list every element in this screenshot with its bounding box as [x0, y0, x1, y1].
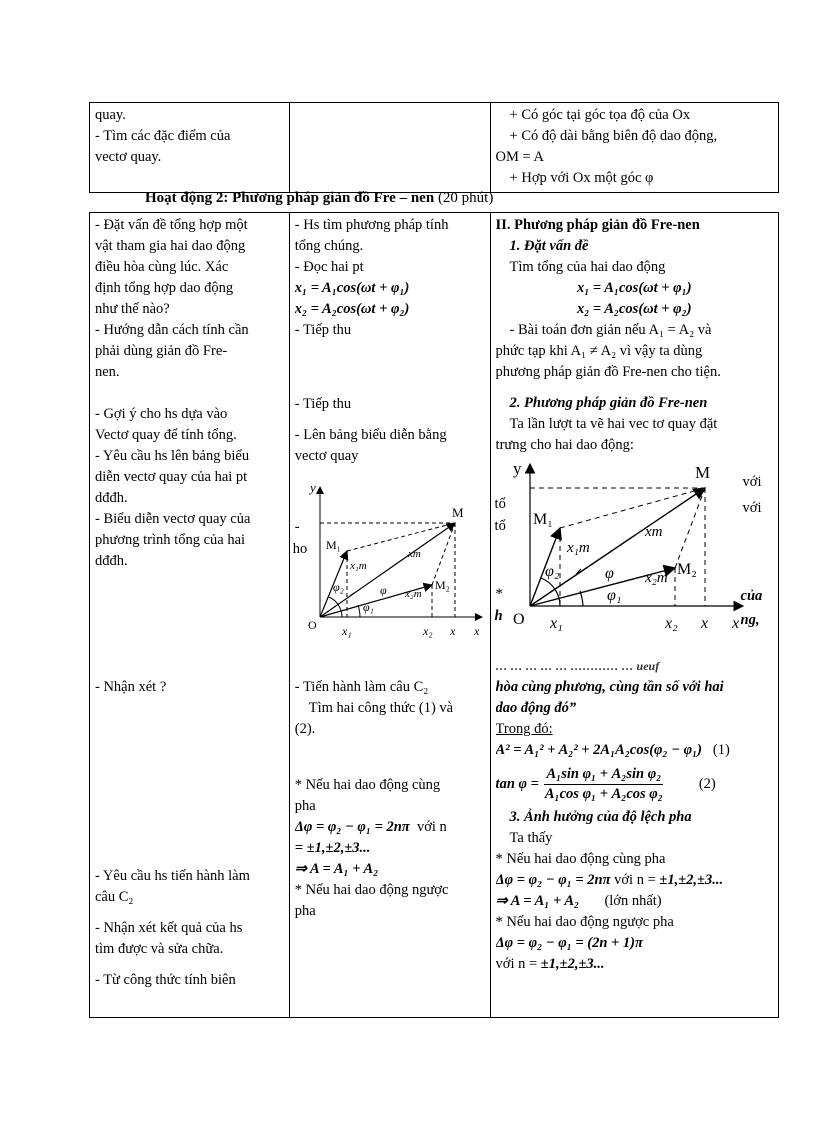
text-line: quay.: [95, 107, 126, 123]
student-column: [289, 213, 490, 1018]
content-column: [490, 213, 778, 1018]
diagram-label: φ₁: [606, 587, 621, 604]
math: A² = A₁² + A₂² + 2A₁A₂cos(φ₂ − φ₁): [495, 742, 702, 758]
fraction: [543, 765, 665, 804]
activity-title: Hoạt động 2: Phương pháp giản đồ Fre – nen: [145, 190, 435, 206]
quote-line: … … … … … ………… … ueuf: [495, 659, 660, 673]
diagram-label: M₁: [325, 538, 341, 552]
diagram-label: x₁m: [566, 540, 590, 556]
top-cell-content: [490, 103, 778, 193]
text-line: như thế nào?: [95, 301, 170, 317]
diagram-label: x: [449, 624, 456, 638]
student-p1: [295, 215, 485, 257]
section-title: II. Phương pháp giản đồ Fre-nen: [495, 217, 700, 233]
text-line: - Tìm các đặc điểm của: [95, 128, 231, 144]
text-line: vật tham gia hai dao động: [95, 238, 246, 254]
diagram-label: x₁: [549, 615, 563, 632]
diagram-label: φ: [379, 583, 387, 597]
activity-heading: [145, 190, 493, 207]
teacher-p6: - Nhận xét ?: [95, 679, 167, 695]
text-line: vectơ quay: [294, 448, 359, 464]
teacher-p2: [95, 320, 284, 383]
teacher-p8: [95, 918, 284, 960]
top-cell-student: [289, 103, 490, 193]
text-line: (2).: [294, 721, 316, 737]
content-p2: [496, 414, 773, 456]
numerator: A₁sin φ₁ + A₂sin φ₂: [544, 765, 663, 785]
diagram-label: φ₂: [544, 563, 559, 580]
text-line: * Nếu hai dao động cùng pha: [495, 851, 666, 867]
equation-dphi: [496, 870, 773, 891]
large-diagram-area: [491, 456, 773, 656]
small-fresnel-diagram: [290, 467, 486, 647]
text-line: *: [495, 586, 503, 602]
subsection-1: 1. Đặt vấn đề: [509, 238, 589, 254]
text-line: Tìm tổng của hai dao động: [509, 259, 666, 275]
text-line: + Có góc tại góc tọa độ của Ox: [509, 107, 691, 123]
text-line: ng,: [740, 612, 760, 628]
text-line: với: [742, 474, 762, 490]
math: tan φ =: [495, 775, 539, 792]
text-line: + Có độ dài bằng biên độ dao động,: [509, 128, 718, 144]
text-line: - Lên bảng biểu diễn bằng: [294, 427, 447, 443]
student-p3: - Tiếp thu: [294, 322, 352, 338]
text-line: tổ: [494, 518, 506, 534]
text: với n: [416, 819, 447, 835]
diagram-label: M₂: [676, 561, 697, 578]
text-line: + Hợp với Ox một góc φ: [509, 170, 654, 186]
small-diagram-area: [290, 467, 485, 647]
diagram-label: M: [694, 463, 710, 482]
text-line: * Nếu hai dao động ngược pha: [495, 914, 674, 930]
diagram-label: M₁: [532, 511, 553, 528]
student-p2: - Đọc hai pt: [294, 259, 364, 275]
text-line: phức tạp khi A₁ ≠ A₂ vì vậy ta dùng: [495, 343, 703, 359]
text-line: - Yêu cầu hs lên bảng biểu: [95, 448, 250, 464]
student-p4: - Tiếp thu: [294, 396, 352, 412]
text-line: - Biểu diễn vectơ quay của: [95, 511, 251, 527]
denominator: A₁cos φ₁ + A₂cos φ₂: [544, 785, 663, 802]
equation-dphi-2: Δφ = φ₂ − φ₁ = (2n + 1)π: [495, 935, 643, 951]
trong-do-label: Trong đó:: [495, 721, 553, 737]
text-line: ho: [292, 541, 308, 557]
formula-number: (2): [698, 775, 716, 792]
teacher-p4: [95, 446, 284, 509]
text-line: vectơ quay.: [95, 149, 162, 165]
teacher-p9: - Từ công thức tính biên: [95, 972, 236, 988]
diagram-label: x: [700, 615, 708, 632]
equation-dphi: [295, 817, 485, 838]
text-line: phương pháp giản đồ Fre-nen cho tiện.: [495, 364, 721, 380]
text-line: với: [742, 500, 762, 516]
text-line: phải dùng giản đồ Fre-: [95, 343, 228, 359]
text-line: trưng cho hai dao động:: [495, 437, 634, 453]
text-line: Ta thấy: [509, 830, 553, 846]
text-line: định tổng hợp dao động: [95, 280, 234, 296]
equation-x1: x₁ = A₁cos(ωt + φ₁): [576, 280, 692, 296]
text-line: Vectơ quay để tính tổng.: [95, 427, 237, 443]
text-line: Tìm hai công thức (1) và: [308, 700, 454, 716]
text-line: - Yêu cầu hs tiến hành làm: [95, 868, 250, 884]
text-line: nen.: [95, 364, 120, 380]
text-line: - Tiến hành làm câu C₂: [294, 679, 429, 695]
math: Δφ = φ₂ − φ₁ = 2nπ: [495, 872, 611, 888]
equation-A: ⇒ A = A₁ + A₂: [294, 861, 379, 877]
large-fresnel-diagram: [505, 456, 745, 656]
diagram-label: y: [309, 480, 316, 495]
text: (lớn nhất): [604, 893, 662, 909]
diagram-label: x: [473, 624, 480, 638]
top-table: [89, 102, 779, 193]
text-line: câu C₂: [95, 889, 134, 905]
text-line: - Hs tìm phương pháp tính: [294, 217, 449, 233]
text-line: tổng chúng.: [294, 238, 364, 254]
diagram-label: x₂: [422, 624, 433, 638]
activity-time: (20 phút): [437, 190, 494, 206]
text-line: - Đặt vấn đề tổng hợp một: [95, 217, 248, 233]
text-line: - Gợi ý cho hs dựa vào: [95, 406, 228, 422]
top-cell-teacher: [90, 103, 290, 193]
diagram-label: xm: [407, 548, 421, 560]
text-line: pha: [294, 798, 316, 814]
math: ⇒ A = A₁ + A₂: [495, 893, 580, 909]
math: ±1,±2,±3...: [540, 956, 605, 972]
text-line: diễn vectơ quay của hai pt: [95, 469, 248, 485]
teacher-p3: [95, 404, 284, 446]
teacher-p7: [95, 866, 284, 908]
subsection-3: 3. Ảnh hưởng của độ lệch pha: [509, 809, 692, 825]
formula-number: (1): [712, 742, 730, 758]
equation-n-2: [496, 954, 773, 975]
diagram-label: x₂m: [644, 570, 668, 586]
diagram-label: φ: [604, 565, 614, 582]
equation-x2: x₂ = A₂cos(ωt + φ₂): [294, 301, 410, 317]
student-p5: [295, 425, 485, 467]
formula-2: [496, 761, 773, 807]
text-line: -: [294, 519, 300, 535]
text-line: của: [740, 588, 763, 604]
text-line: tổ: [494, 496, 506, 512]
diagram-label: x₂: [664, 615, 678, 632]
diagram-label: φ₁: [362, 600, 374, 614]
equation-x2: x₂ = A₂cos(ωt + φ₂): [576, 301, 692, 317]
text-line: h: [494, 608, 503, 624]
math: Δφ = φ₂ − φ₁ = 2nπ: [294, 819, 410, 835]
diagram-label: φ₂: [332, 580, 344, 594]
math: ±1,±2,±3...: [659, 872, 724, 888]
text-line: * Nếu hai dao động cùng: [294, 777, 441, 793]
text-line: Ta lần lượt ta vẽ hai vec tơ quay đặt: [509, 416, 718, 432]
teacher-column: [90, 213, 290, 1018]
content-p1: [496, 320, 773, 383]
text: với n =: [495, 956, 538, 972]
text-line: * Nếu hai dao động ngược: [294, 882, 449, 898]
text: với n =: [614, 872, 656, 888]
student-p8: [295, 880, 485, 922]
equation-x1: x₁ = A₁cos(ωt + φ₁): [294, 280, 410, 296]
diagram-label: x₁m: [349, 560, 367, 572]
teacher-p5: [95, 509, 284, 572]
student-p6: [295, 677, 485, 740]
diagram-label: M₂: [434, 578, 450, 592]
diagram-label: xm: [644, 524, 663, 540]
text-line: OM = A: [495, 149, 545, 165]
diagram-label: M: [451, 505, 464, 520]
diagram-label: x₁: [341, 624, 352, 638]
formula-1: [496, 740, 773, 761]
student-p7: [295, 775, 485, 817]
text-line: - Bài toán đơn giản nếu A₁ = A₂ và: [509, 322, 712, 338]
diagram-label: O: [307, 618, 317, 632]
diagram-label: y: [512, 459, 522, 478]
equation-n: = ±1,±2,±3...: [294, 840, 371, 856]
subsection-2: 2. Phương pháp giản đồ Fre-nen: [509, 395, 708, 411]
text-line: - Hướng dẫn cách tính cần: [95, 322, 249, 338]
text-line: điều hòa cùng lúc. Xác: [95, 259, 229, 275]
diagram-label: O: [512, 611, 525, 628]
text-line: tìm được và sửa chữa.: [95, 941, 224, 957]
text-line: pha: [294, 903, 316, 919]
diagram-label: x: [731, 615, 739, 632]
quote-line: dao động đó”: [495, 700, 577, 716]
text-line: dđđh.: [95, 490, 128, 506]
teacher-p1: [95, 215, 284, 320]
text-line: dđđh.: [95, 553, 128, 569]
text-line: phương trình tổng của hai: [95, 532, 246, 548]
text-line: - Nhận xét kết quả của hs: [95, 920, 243, 936]
equation-A: [496, 891, 773, 912]
quote-line: hòa cùng phương, cùng tần số với hai: [495, 679, 724, 695]
main-table: [89, 212, 779, 1018]
diagram-label: x₂m: [404, 588, 422, 600]
